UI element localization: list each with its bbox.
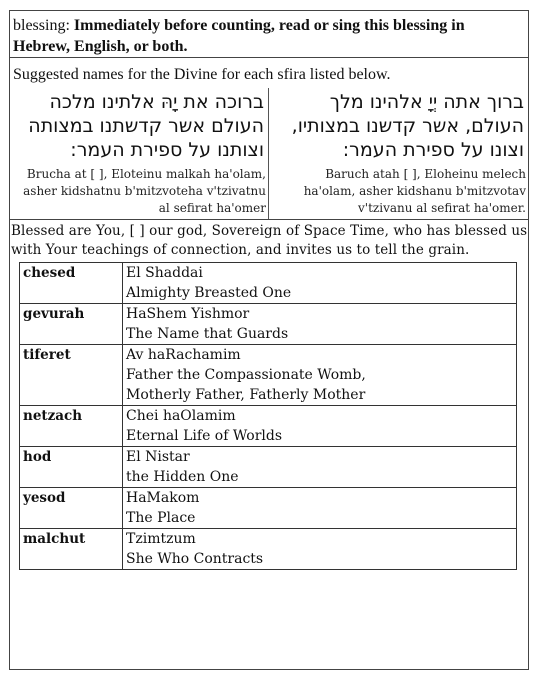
sfira-name: hod bbox=[20, 447, 123, 488]
divine-name-line: HaMakom bbox=[126, 490, 200, 506]
divine-names bbox=[123, 488, 517, 529]
table-row bbox=[20, 488, 517, 529]
divine-name-line: The Name that Guards bbox=[126, 326, 289, 342]
sfira-name: chesed bbox=[20, 263, 123, 304]
divine-name-line: The Place bbox=[126, 510, 196, 526]
divine-name-line: Av haRachamim bbox=[126, 347, 241, 363]
intro-lead: blessing: bbox=[13, 17, 74, 34]
divine-name-line: Father the Compassionate Womb, bbox=[126, 367, 366, 383]
divine-name-line: Tzimtzum bbox=[126, 531, 196, 547]
divine-names bbox=[123, 345, 517, 406]
divine-names bbox=[123, 304, 517, 345]
table-row bbox=[20, 406, 517, 447]
blessing-feminine bbox=[10, 88, 269, 219]
divine-name-line: Chei haOlamim bbox=[126, 408, 236, 424]
sfirot-table bbox=[19, 262, 517, 570]
document-page bbox=[9, 10, 529, 670]
translit-feminine: Brucha at [ ], Eloteinu malkah ha'olam, asher kidshatnu b'mitzvoteha v'tzivatnu al sefirat ha'omer bbox=[23, 167, 266, 215]
divine-names bbox=[123, 529, 517, 570]
table-row bbox=[20, 345, 517, 406]
divine-name-line: Almighty Breasted One bbox=[126, 285, 292, 301]
sfira-name: yesod bbox=[20, 488, 123, 529]
table-row bbox=[20, 304, 517, 345]
hebrew-feminine: ברוכה את יָהּ אלתינו מלכה העולם אשר קדשתנו במצותה וצותנו על ספירת העמר: bbox=[28, 91, 264, 161]
translit-masculine: Baruch atah [ ], Eloheinu melech ha'olam, asher kidshanu b'mitzvotav v'tzivanu al sefirat ha'omer. bbox=[303, 167, 526, 215]
intro-paragraph bbox=[10, 11, 528, 57]
divine-name-line: Motherly Father, Fatherly Mother bbox=[126, 387, 366, 403]
divine-name-line: El Nistar bbox=[126, 449, 190, 465]
divine-names bbox=[123, 406, 517, 447]
sfira-name: tiferet bbox=[20, 345, 123, 406]
divine-names bbox=[123, 447, 517, 488]
divine-name-line: El Shaddai bbox=[126, 265, 203, 281]
divine-names bbox=[123, 263, 517, 304]
table-row bbox=[20, 529, 517, 570]
sfira-name: gevurah bbox=[20, 304, 123, 345]
divine-name-line: HaShem Yishmor bbox=[126, 306, 250, 322]
english-blessing: Blessed are You, [ ] our god, Sovereign of Space Time, who has blessed us with Your teachings of connection, and invites us to tell the grain. bbox=[10, 219, 528, 260]
divine-name-line: the Hidden One bbox=[126, 469, 239, 485]
blessing-masculine bbox=[269, 88, 528, 219]
divine-name-line: She Who Contracts bbox=[126, 551, 264, 567]
divine-name-line: Eternal Life of Worlds bbox=[126, 428, 283, 444]
suggested-names-line: Suggested names for the Divine for each sfira listed below. bbox=[10, 57, 528, 88]
table-row bbox=[20, 263, 517, 304]
sfira-name: malchut bbox=[20, 529, 123, 570]
sfira-name: netzach bbox=[20, 406, 123, 447]
hebrew-masculine: ברוך אתה יְיָ אלהינו מלך העולם, אשר קדשנו במצותיו, וצונו על ספירת העמר: bbox=[291, 91, 524, 161]
blessing-grid bbox=[10, 88, 528, 219]
intro-instruction: Immediately before counting, read or sing this blessing in Hebrew, English, or both. bbox=[13, 17, 465, 55]
table-row bbox=[20, 447, 517, 488]
